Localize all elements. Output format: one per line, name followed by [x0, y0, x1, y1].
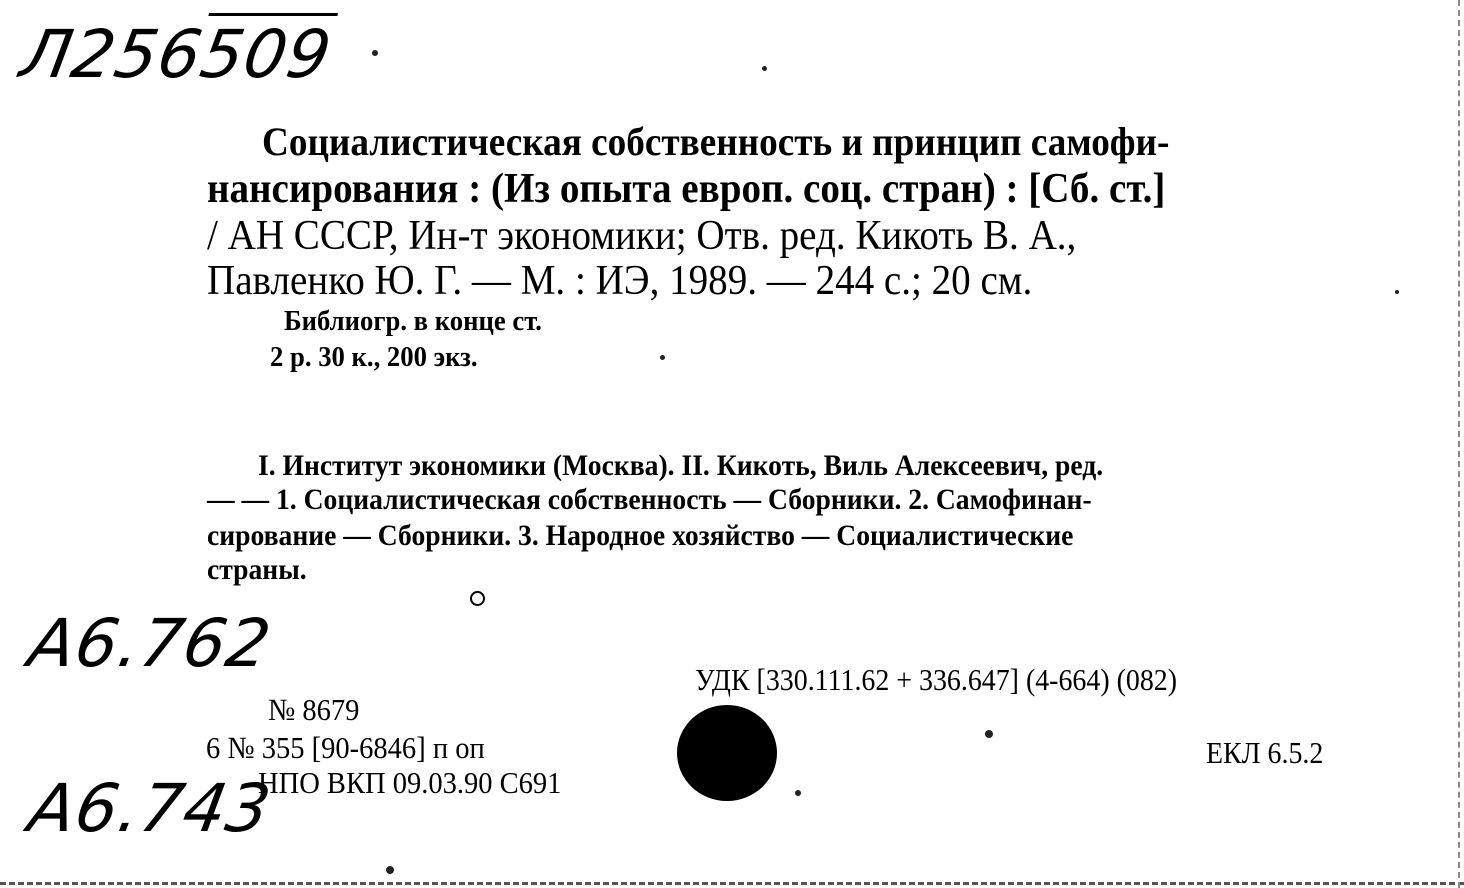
bibliography-note: Библиогр. в конце ст. — [284, 305, 542, 337]
speck — [386, 866, 394, 874]
card-right-edge — [1458, 0, 1460, 888]
udk-code: УДК [330.111.62 + 336.647] (4-664) (082) — [695, 662, 1178, 697]
title-line-3: / АН СССР, Ин-т экономики; Отв. ред. Кикоть В. А., — [207, 213, 1077, 259]
speck — [372, 50, 378, 56]
speck — [795, 790, 801, 796]
speck — [660, 355, 665, 360]
speck — [1395, 290, 1399, 294]
title-line-2: нансирования : (Из опыта европ. соц. стран) : [Сб. ст.] — [207, 166, 1166, 212]
punch-hole — [677, 705, 777, 801]
call-number-prefix: Л256 — [15, 16, 209, 93]
call-number-suffix: 509 — [194, 16, 338, 93]
tracing-line-2: — — 1. Социалистическая собственность — Сборники. 2. Самофинан- — [207, 483, 1092, 516]
order-line: 6 № 355 [90-6846] п оп — [206, 730, 485, 765]
title-line-4: Павленко Ю. Г. — М. : ИЭ, 1989. — 244 с.; 20 см. — [207, 258, 1033, 304]
ekl-code: ЕКЛ 6.5.2 — [1206, 735, 1324, 770]
card-bottom-edge — [0, 882, 1464, 885]
price-note: 2 р. 30 к., 200 экз. — [270, 341, 478, 373]
speck — [985, 730, 993, 738]
shelfmark-1: А6.762 — [23, 605, 277, 682]
printer-line: НПО ВКП 09.03.90 С691 — [258, 765, 562, 800]
shelfmark-2: А6.743 — [23, 770, 277, 847]
tracing-line-3: сирование — Сборники. 3. Народное хозяйство — Социалистические — [207, 519, 1074, 552]
small-circle-mark — [470, 591, 485, 606]
call-number — [15, 16, 337, 93]
tracing-line-4: страны. — [207, 553, 307, 586]
title-line-1: Социалистическая собственность и принцип самофи- — [262, 119, 1170, 164]
tracing-line-1: I. Институт экономики (Москва). II. Кикоть, Виль Алексеевич, ред. — [258, 449, 1104, 482]
card-number: № 8679 — [268, 692, 360, 727]
speck — [762, 66, 767, 71]
